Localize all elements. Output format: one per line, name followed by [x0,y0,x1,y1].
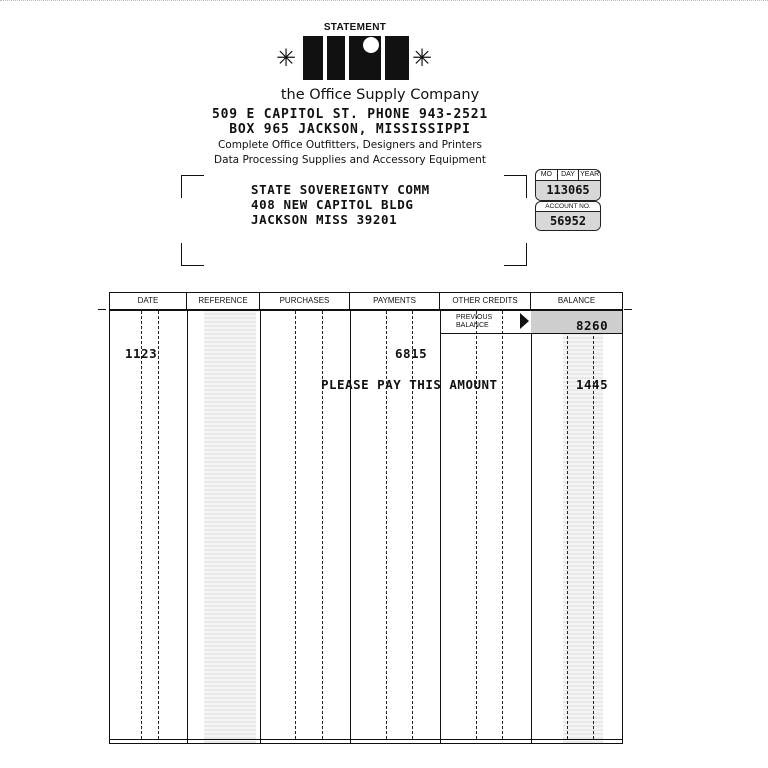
statement-date-box [535,169,601,201]
column-header-date: DATE [110,293,187,309]
pay-message: PLEASE PAY THIS AMOUNT [321,377,498,392]
column-divider [531,309,532,743]
month-label: MO [540,171,552,178]
address-window-corner [504,243,527,266]
column-divider [440,309,441,743]
digit-guide [386,311,387,739]
digit-guide [567,311,568,739]
day-label: DAY [557,170,579,180]
digit-guide [141,311,142,739]
recipient-line-1: STATE SOVEREIGNTY COMM [251,182,430,197]
previous-balance-underline [440,333,622,334]
company-logo [303,36,409,80]
margin-tick [624,309,632,310]
digit-guide [593,311,594,739]
triangle-pointer-icon [520,313,529,329]
perforation-edge [0,0,768,1]
recipient-line-3: JACKSON MISS 39201 [251,212,398,227]
column-header-balance: BALANCE [557,296,596,305]
column-header-purchases: PURCHASES [260,293,350,309]
digit-guide [322,311,323,739]
address-line-2: BOX 965 JACKSON, MISSISSIPPI [229,122,471,137]
tagline-1: Complete Office Outfitters, Designers and Printers [217,139,483,151]
star-icon: ✳ [412,45,433,72]
margin-tick [98,309,106,310]
digit-guide [476,311,477,739]
column-divider [350,309,351,743]
balance-column-shading [563,311,603,743]
column-header-other-credits: OTHER CREDITS [440,293,531,309]
previous-balance-label-2: BALANCE [456,322,489,329]
digit-guide [502,311,503,739]
address-line-1: 509 E CAPITOL ST. PHONE 943-2521 [211,107,489,122]
column-header-payments: PAYMENTS [350,293,440,309]
column-divider [260,309,261,743]
year-label: YEAR [580,171,600,178]
account-number-label: ACCOUNT NO. [536,202,600,212]
account-number-box [535,201,601,231]
star-icon: ✳ [276,45,297,72]
ledger-table [109,292,623,744]
ledger-bottom-rule [109,739,623,740]
digit-guide [158,311,159,739]
recipient-line-2: 408 NEW CAPITOL BLDG [251,197,414,212]
address-window-corner [504,175,527,198]
amount-due: 1445 [576,377,609,392]
previous-balance-value: 8260 [576,318,609,333]
previous-balance-label-1: PREVIOUS [456,314,493,321]
row-1-payment: 6815 [395,346,428,361]
digit-guide [295,311,296,739]
column-header-reference: REFERENCE [187,293,260,309]
address-window-corner [181,243,204,266]
row-1-date: 1123 [125,346,158,361]
company-name: the Office Supply Company [280,87,480,103]
column-divider [187,309,188,743]
account-number-value: 56952 [536,212,600,230]
statement-label: STATEMENT [323,22,387,33]
statement-date-value: 113065 [536,181,600,200]
previous-balance-cell [440,311,530,333]
reference-column-shading [204,311,256,743]
digit-guide [412,311,413,739]
address-window-corner [181,175,204,198]
tagline-2: Data Processing Supplies and Accessory Equipment [214,154,486,166]
